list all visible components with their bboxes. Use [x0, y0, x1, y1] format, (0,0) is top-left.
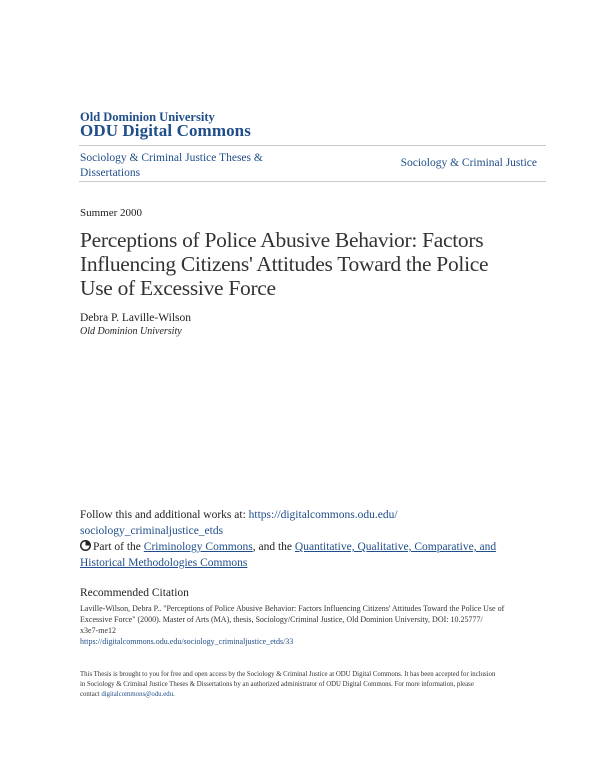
collection-link[interactable]: [80, 151, 290, 181]
title-line-2: Influencing Citizens' Attitudes Toward the Police: [80, 252, 489, 276]
network-icon: [80, 540, 91, 551]
footer-line-1: This Thesis is brought to you for free and open access by the Sociology & Criminal Justice at ODU Digital Commons. It has been accepted for inclusion: [80, 671, 496, 678]
author-affiliation: Old Dominion University: [80, 326, 182, 337]
partof-prefix: Part of the: [93, 541, 144, 553]
collection-link-line1: Sociology & Criminal Justice Theses &: [80, 152, 263, 164]
bottom-divider: [79, 181, 546, 182]
title-line-3: Use of Excessive Force: [80, 276, 276, 300]
document-title: [80, 228, 520, 300]
criminology-commons-link[interactable]: Criminology Commons: [143, 541, 253, 553]
follow-prefix: Follow this and additional works at:: [80, 509, 249, 521]
department-link[interactable]: Sociology & Criminal Justice: [400, 157, 537, 169]
repository-name[interactable]: ODU Digital Commons: [80, 121, 251, 140]
citation-text: [80, 603, 520, 647]
follow-url-link[interactable]: https://digitalcommons.odu.edu/: [248, 509, 398, 521]
partof-middle: , and the: [252, 541, 295, 553]
methodologies-commons-link[interactable]: Quantitative, Qualitative, Comparative, and: [294, 541, 497, 553]
citation-line-1: Laville-Wilson, Debra P.. "Perceptions of Police Abusive Behavior: Factors Influencing Citizens' Attitudes Toward the Police Use of: [80, 604, 505, 613]
methodologies-commons-link-continued[interactable]: Historical Methodologies Commons: [80, 557, 248, 569]
follow-works: [80, 507, 520, 539]
footer-notice: [80, 670, 525, 700]
footer-line-3: [80, 690, 525, 700]
collection-link-line2: Dissertations: [80, 167, 141, 179]
top-divider: [79, 145, 546, 146]
recommended-citation-heading: Recommended Citation: [80, 587, 189, 599]
citation-line-2: Excessive Force" (2000). Master of Arts (MA), thesis, Sociology/Criminal Justice, Old Dominion University, DOI: 10.25777/: [80, 615, 483, 624]
follow-url-link-continued[interactable]: sociology_criminaljustice_etds: [80, 525, 224, 537]
footer-suffix: .: [173, 691, 175, 698]
footer-contact-prefix: contact: [80, 691, 102, 698]
citation-line-3: x3e7-me12: [80, 626, 116, 635]
footer-line-2: in Sociology & Criminal Justice Theses & Dissertations by an authorized administrator of ODU Digital Commons. For more information, please: [80, 681, 474, 688]
part-of-statement: [80, 539, 520, 571]
author-name: Debra P. Laville-Wilson: [80, 312, 191, 324]
title-line-1: Perceptions of Police Abusive Behavior: Factors: [80, 228, 484, 252]
publication-date: Summer 2000: [80, 207, 143, 219]
contact-email-link[interactable]: digitalcommons@odu.edu: [101, 691, 174, 698]
university-name: Old Dominion University: [80, 110, 215, 124]
citation-url-link[interactable]: https://digitalcommons.odu.edu/sociology_criminaljustice_etds/33: [80, 637, 294, 646]
